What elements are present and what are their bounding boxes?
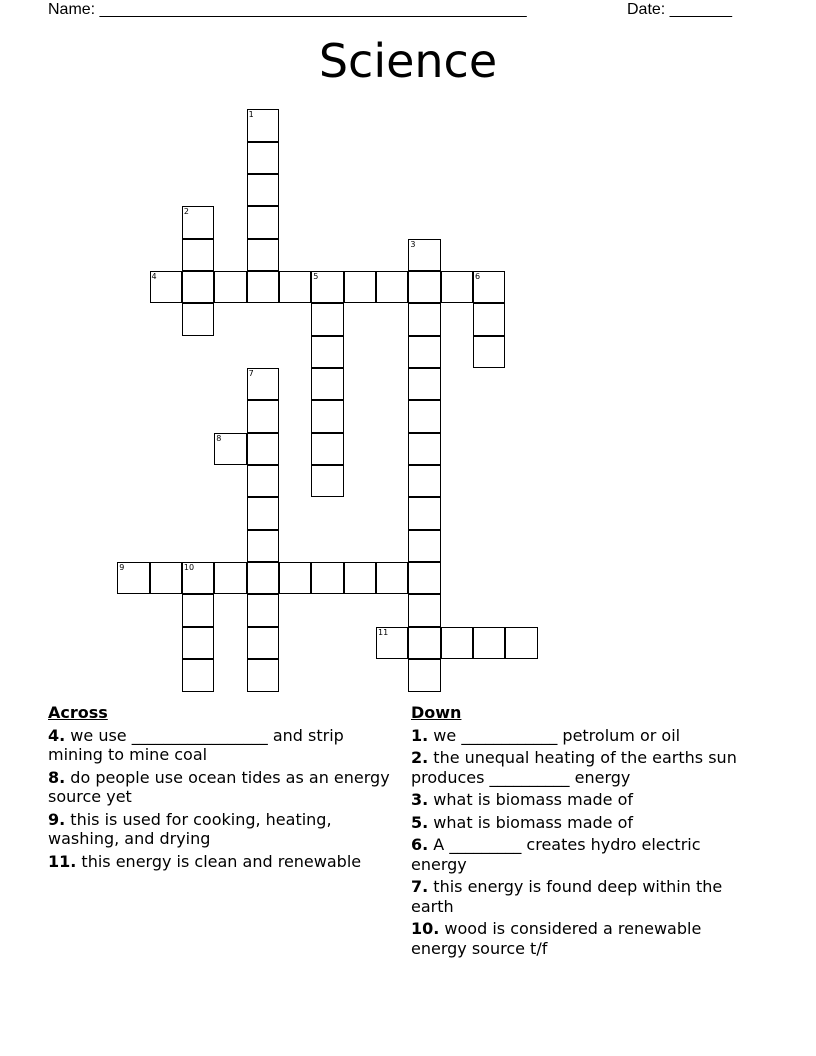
name-field-label: Name: ________________________________________________ <box>48 1 527 18</box>
grid-cell[interactable] <box>279 562 311 594</box>
down-clue <box>411 748 751 787</box>
grid-cell[interactable] <box>214 271 246 303</box>
grid-cell[interactable] <box>408 336 440 368</box>
grid-cell[interactable] <box>344 562 376 594</box>
grid-cell[interactable] <box>473 303 505 335</box>
grid-cell[interactable] <box>408 627 440 659</box>
grid-cell[interactable] <box>408 271 440 303</box>
grid-cell[interactable] <box>311 303 343 335</box>
clue-text: what is biomass made of <box>428 812 633 832</box>
grid-cell[interactable] <box>214 433 246 465</box>
grid-cell[interactable] <box>376 627 408 659</box>
grid-cell[interactable] <box>376 271 408 303</box>
clue-number: 5 <box>313 271 319 281</box>
clue-number: 6 <box>475 271 481 281</box>
grid-cell[interactable] <box>182 271 214 303</box>
grid-cell[interactable] <box>408 368 440 400</box>
grid-cell[interactable] <box>344 271 376 303</box>
grid-cell[interactable] <box>247 174 279 206</box>
grid-cell[interactable] <box>150 271 182 303</box>
grid-cell[interactable] <box>182 206 214 238</box>
clue-text: this energy is found deep within the earth <box>411 877 723 916</box>
clue-number: 1 <box>248 110 254 120</box>
grid-cell[interactable] <box>473 271 505 303</box>
grid-cell[interactable] <box>408 659 440 691</box>
clue-text: this is used for cooking, heating, washing, and drying <box>48 809 332 848</box>
grid-cell[interactable] <box>311 368 343 400</box>
down-clue <box>411 835 751 874</box>
grid-cell[interactable] <box>247 109 279 141</box>
clue-text: the unequal heating of the earths sun produces __________ energy <box>411 748 737 787</box>
grid-cell[interactable] <box>408 239 440 271</box>
grid-cell[interactable] <box>408 400 440 432</box>
clue-number: 9. <box>48 809 66 829</box>
down-clue <box>411 790 751 810</box>
down-clue <box>411 877 751 916</box>
date-field-label: Date: _______ <box>627 1 732 18</box>
grid-cell[interactable] <box>408 594 440 626</box>
grid-cell[interactable] <box>441 271 473 303</box>
clue-number: 4. <box>48 725 66 745</box>
grid-cell[interactable] <box>214 562 246 594</box>
grid-cell[interactable] <box>247 530 279 562</box>
clue-number: 10 <box>183 563 195 573</box>
down-heading: Down <box>411 703 462 722</box>
grid-cell[interactable] <box>182 303 214 335</box>
grid-cell[interactable] <box>247 433 279 465</box>
down-clue <box>411 726 751 746</box>
clue-text: do people use ocean tides as an energy source yet <box>48 767 390 806</box>
grid-cell[interactable] <box>408 433 440 465</box>
grid-cell[interactable] <box>182 659 214 691</box>
grid-cell[interactable] <box>247 239 279 271</box>
grid-cell[interactable] <box>247 497 279 529</box>
clue-text: A _________ creates hydro electric energy <box>411 835 701 874</box>
grid-cell[interactable] <box>247 271 279 303</box>
across-clue <box>48 852 398 872</box>
clue-number: 7. <box>411 877 429 896</box>
grid-cell[interactable] <box>408 530 440 562</box>
down-clues <box>411 703 751 961</box>
grid-cell[interactable] <box>182 562 214 594</box>
clue-number: 3 <box>410 239 416 249</box>
grid-cell[interactable] <box>182 594 214 626</box>
grid-cell[interactable] <box>408 497 440 529</box>
grid-cell[interactable] <box>150 562 182 594</box>
grid-cell[interactable] <box>182 627 214 659</box>
grid-cell[interactable] <box>376 562 408 594</box>
grid-cell[interactable] <box>311 271 343 303</box>
clue-number: 4 <box>151 271 157 281</box>
across-clue <box>48 726 398 765</box>
clue-number: 7 <box>248 369 254 378</box>
clue-number: 2 <box>183 207 189 217</box>
clue-text: we use _________________ and strip mining to mine coal <box>48 725 344 764</box>
grid-cell[interactable] <box>408 465 440 497</box>
grid-cell[interactable] <box>247 368 279 400</box>
grid-cell[interactable] <box>441 627 473 659</box>
clue-number: 3. <box>411 790 429 809</box>
grid-cell[interactable] <box>247 627 279 659</box>
grid-cell[interactable] <box>311 562 343 594</box>
down-clue <box>411 919 751 958</box>
clue-text: this energy is clean and renewable <box>76 851 362 871</box>
down-clue <box>411 813 751 833</box>
grid-cell[interactable] <box>247 562 279 594</box>
clue-number: 11. <box>48 851 77 871</box>
clue-number: 6. <box>411 835 429 854</box>
clue-number: 2. <box>411 748 429 767</box>
grid-cell[interactable] <box>408 562 440 594</box>
grid-cell[interactable] <box>505 627 537 659</box>
grid-cell[interactable] <box>279 271 311 303</box>
clue-number: 11 <box>378 627 389 637</box>
clue-text: what is biomass made of <box>428 790 633 809</box>
clue-text: wood is considered a renewable energy source t/f <box>411 919 702 958</box>
across-heading: Across <box>48 703 108 722</box>
grid-cell[interactable] <box>247 659 279 691</box>
clue-number: 10. <box>411 919 440 938</box>
grid-cell[interactable] <box>311 465 343 497</box>
grid-cell[interactable] <box>247 400 279 432</box>
clue-number: 1. <box>411 725 429 745</box>
across-clues <box>48 703 398 874</box>
clue-number: 9 <box>119 563 125 573</box>
across-clue <box>48 768 398 807</box>
grid-cell[interactable] <box>117 562 149 594</box>
clue-number: 5. <box>411 812 429 832</box>
grid-cell[interactable] <box>408 303 440 335</box>
grid-cell[interactable] <box>247 594 279 626</box>
grid-cell[interactable] <box>311 433 343 465</box>
grid-cell[interactable] <box>247 142 279 174</box>
grid-cell[interactable] <box>311 336 343 368</box>
grid-cell[interactable] <box>473 627 505 659</box>
grid-cell[interactable] <box>182 239 214 271</box>
clue-text: we ____________ petrolum or oil <box>428 725 681 745</box>
grid-cell[interactable] <box>473 336 505 368</box>
page-title: Science <box>318 34 498 88</box>
clue-number: 8 <box>216 433 222 443</box>
grid-cell[interactable] <box>311 400 343 432</box>
grid-cell[interactable] <box>247 465 279 497</box>
grid-cell[interactable] <box>247 206 279 238</box>
clue-number: 8. <box>48 767 66 787</box>
across-clue <box>48 810 398 849</box>
